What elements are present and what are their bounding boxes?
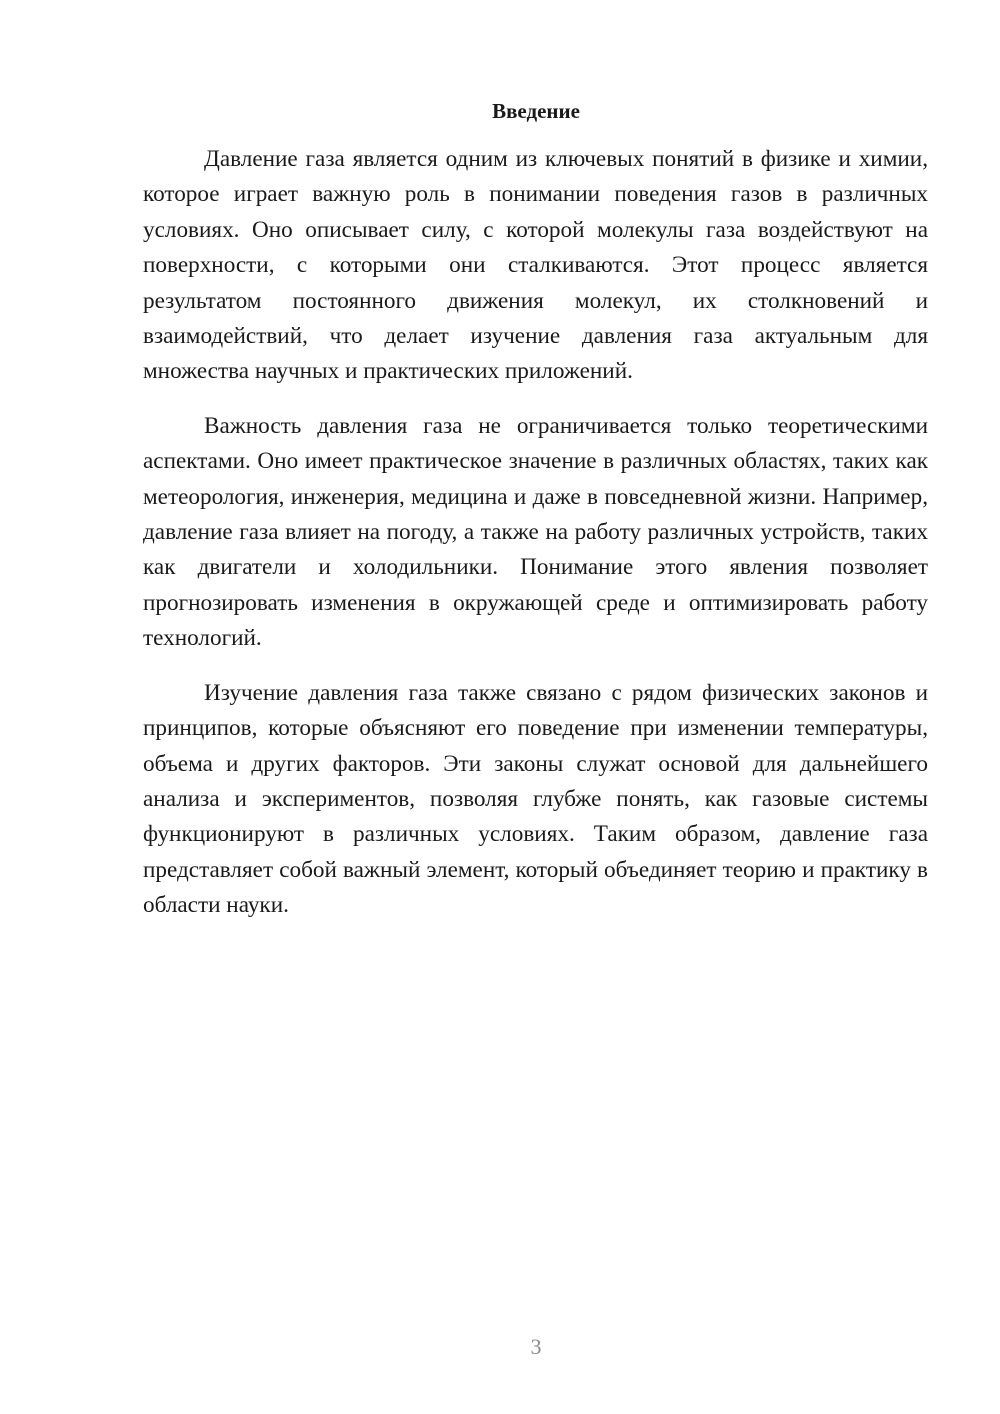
paragraph-3: Изучение давления газа также связано с рядом физических законов и принципов, которые объясняют его поведение при изменении температуры, объема и других факторов. Эти законы служат основой для дальнейшего анализа и экспериментов, позволяя глубже понять, как газовые системы функционируют в различных условиях. Таким образом, давление газа представляет собой важный элемент, который объединяет теорию и практику в области науки. bbox=[143, 679, 928, 919]
page-number: 3 bbox=[530, 1334, 542, 1359]
paragraph-2: Важность давления газа не ограничивается только теоретическими аспектами. Оно имеет практическое значение в различных областях, таких как метеорология, инженерия, медицина и даже в повседневной жизни. Например, давление газа влияет на погоду, а также на работу различных устройств, таких как двигатели и холодильники. Понимание этого явления позволяет прогнозировать изменения в окружающей среде и оптимизировать работу технологий. bbox=[143, 412, 928, 652]
section-heading: Введение bbox=[492, 99, 580, 123]
body-text bbox=[143, 142, 928, 943]
paragraph-1: Давление газа является одним из ключевых понятий в физике и химии, которое играет важную роль в понимании поведения газов в различных условиях. Оно описывает силу, с которой молекулы газа воздействуют на поверхности, с которыми они сталкиваются. Этот процесс является результатом постоянного движения молекул, их столкновений и взаимодействий, что делает изучение давления газа актуальным для множества научных и практических приложений. bbox=[143, 146, 928, 385]
